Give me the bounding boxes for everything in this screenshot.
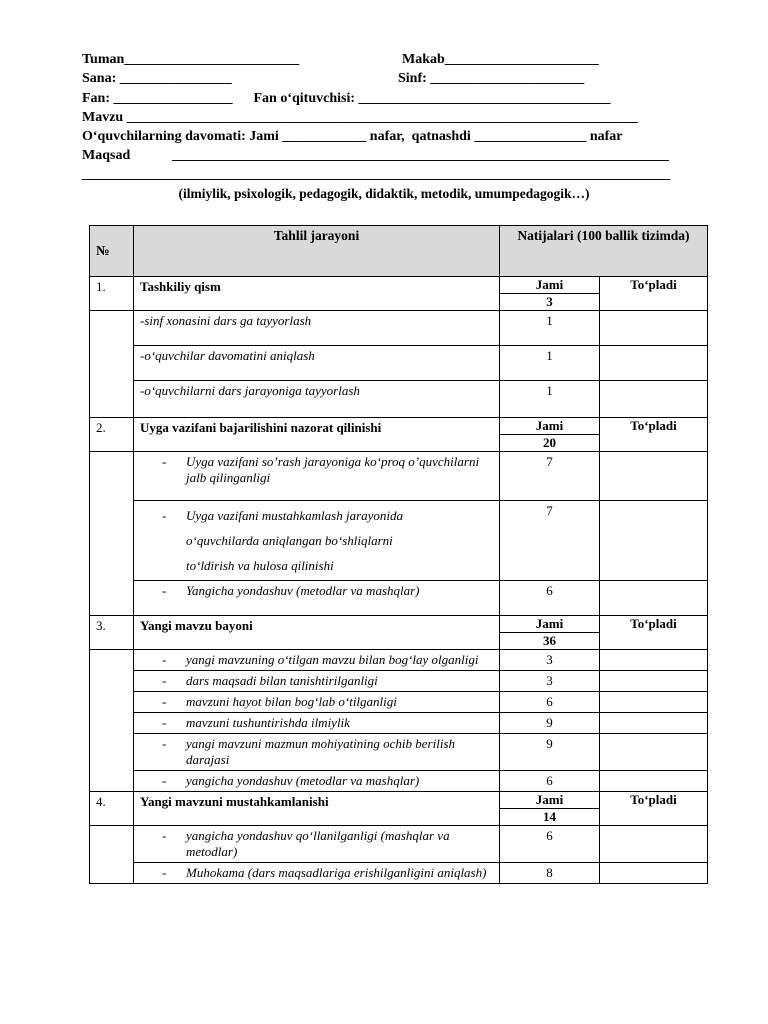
item-score: 3	[500, 671, 600, 692]
scored-input[interactable]	[600, 671, 708, 692]
scored-input[interactable]	[600, 650, 708, 671]
item-score: 1	[500, 381, 600, 418]
topic-field[interactable]: Mavzu _________________________________________________________________________	[82, 110, 638, 125]
item-text: - yangicha yondashuv qo‘llanilganligi (mashqlar va metodlar)	[134, 826, 500, 863]
table-header-row	[90, 226, 708, 277]
item-text: - mavzuni hayot bilan bog‘lab o‘tilganligi	[134, 692, 500, 713]
column-number-header: №	[90, 226, 134, 277]
total-label: Jami	[500, 616, 600, 633]
item-text: -o‘quvchilar davomatini aniqlash	[134, 346, 500, 381]
table-row	[90, 311, 708, 346]
section-title: Tashkiliy qism	[134, 277, 500, 311]
item-text: - mavzuni tushuntirishda ilmiylik	[134, 713, 500, 734]
column-process-header: Tahlil jarayoni	[134, 226, 500, 277]
item-score: 1	[500, 346, 600, 381]
district-field[interactable]: Tuman_________________________	[82, 52, 300, 67]
goal-field-continued[interactable]: ____________________________________________________________________________________	[82, 167, 670, 182]
table-row	[90, 713, 708, 734]
bullet-dash: -	[162, 508, 167, 523]
bullet-dash: -	[162, 715, 167, 730]
goal-label: Maqsad	[82, 148, 131, 163]
section-title-row	[90, 792, 708, 809]
section-title: Yangi mavzu bayoni	[134, 616, 500, 650]
scored-input[interactable]	[600, 501, 708, 581]
bullet-dash: -	[162, 652, 167, 667]
empty-number-cell	[90, 826, 134, 884]
section-total: 20	[500, 435, 600, 452]
item-score: 7	[500, 452, 600, 501]
scored-input[interactable]	[600, 771, 708, 792]
item-text: -o‘quvchilarni dars jarayoniga tayyorlash	[134, 381, 500, 418]
section-number: 3.	[90, 616, 134, 650]
item-score: 7	[500, 501, 600, 581]
table-row	[90, 671, 708, 692]
section-number: 4.	[90, 792, 134, 826]
item-text: - yangi mavzuni mazmun mohiyatining ochib berilish darajasi	[134, 734, 500, 771]
criteria-note: (ilmiylik, psixologik, pedagogik, didaktik, metodik, umumpedagogik…)	[178, 186, 590, 201]
section-total: 3	[500, 294, 600, 311]
table-row	[90, 863, 708, 884]
total-label: Jami	[500, 792, 600, 809]
scored-input[interactable]	[600, 381, 708, 418]
bullet-dash: -	[162, 694, 167, 709]
table-row	[90, 826, 708, 863]
date-field[interactable]: Sana: ________________	[82, 71, 232, 86]
scored-label: To‘pladi	[600, 418, 708, 452]
table-row	[90, 452, 708, 501]
scored-input[interactable]	[600, 581, 708, 616]
table-row	[90, 381, 708, 418]
item-score: 6	[500, 692, 600, 713]
subject-teacher-field[interactable]: Fan: _________________ Fan o‘qituvchisi: ____________________________________	[82, 91, 611, 106]
table-row	[90, 734, 708, 771]
item-score: 9	[500, 734, 600, 771]
item-score: 3	[500, 650, 600, 671]
scored-label: To‘pladi	[600, 616, 708, 650]
scored-input[interactable]	[600, 863, 708, 884]
item-text: - Yangicha yondashuv (metodlar va mashqlar)	[134, 581, 500, 616]
goal-field[interactable]: _______________________________________________________________________	[172, 148, 669, 163]
item-text: - yangicha yondashuv (metodlar va mashqlar)	[134, 771, 500, 792]
section-title: Yangi mavzuni mustahkamlanishi	[134, 792, 500, 826]
scored-input[interactable]	[600, 311, 708, 346]
scored-input[interactable]	[600, 826, 708, 863]
section-number: 1.	[90, 277, 134, 311]
item-text: - Muhokama (dars maqsadlariga erishilganligini aniqlash)	[134, 863, 500, 884]
item-score: 6	[500, 826, 600, 863]
item-text: -sinf xonasini dars ga tayyorlash	[134, 311, 500, 346]
table-row	[90, 771, 708, 792]
scored-input[interactable]	[600, 452, 708, 501]
section-total: 14	[500, 809, 600, 826]
bullet-dash: -	[162, 454, 167, 469]
section-title-row	[90, 616, 708, 633]
scored-input[interactable]	[600, 692, 708, 713]
item-text: - Uyga vazifani so’rash jarayoniga ko‘proq o’quvchilarni jalb qilinganligi	[134, 452, 500, 501]
attendance-field[interactable]: O‘quvchilarning davomati: Jami ____________ nafar, qatnashdi ________________ nafar	[82, 129, 623, 144]
section-title-row	[90, 418, 708, 435]
empty-number-cell	[90, 650, 134, 792]
bullet-dash: -	[162, 673, 167, 688]
item-score: 1	[500, 311, 600, 346]
school-field[interactable]: Makab______________________	[402, 52, 599, 67]
scored-input[interactable]	[600, 734, 708, 771]
table-row	[90, 581, 708, 616]
empty-number-cell	[90, 311, 134, 418]
bullet-dash: -	[162, 583, 167, 598]
empty-number-cell	[90, 452, 134, 616]
section-number: 2.	[90, 418, 134, 452]
bullet-dash: -	[162, 736, 167, 751]
bullet-dash: -	[162, 773, 167, 788]
bullet-dash: -	[162, 828, 167, 843]
column-results-header: Natijalari (100 ballik tizimda)	[500, 226, 708, 277]
scored-label: To‘pladi	[600, 277, 708, 311]
class-field[interactable]: Sinf: ______________________	[398, 71, 585, 86]
table-row	[90, 650, 708, 671]
bullet-dash: -	[162, 865, 167, 880]
total-label: Jami	[500, 418, 600, 435]
scored-label: To‘pladi	[600, 792, 708, 826]
total-label: Jami	[500, 277, 600, 294]
table-row	[90, 692, 708, 713]
item-text: - dars maqsadi bilan tanishtirilganligi	[134, 671, 500, 692]
table-row	[90, 501, 708, 581]
scored-input[interactable]	[600, 713, 708, 734]
evaluation-table	[89, 225, 708, 884]
table-row	[90, 346, 708, 381]
item-score: 6	[500, 771, 600, 792]
scored-input[interactable]	[600, 346, 708, 381]
item-text: - Uyga vazifani mustahkamlash jarayonida o‘quvchilarda aniqlangan bo‘shliqlarni to‘ldirish va hulosa qilinishi	[134, 501, 500, 581]
item-text: - yangi mavzuning o‘tilgan mavzu bilan bog‘lay olganligi	[134, 650, 500, 671]
section-total: 36	[500, 633, 600, 650]
item-score: 8	[500, 863, 600, 884]
item-score: 6	[500, 581, 600, 616]
item-score: 9	[500, 713, 600, 734]
section-title: Uyga vazifani bajarilishini nazorat qilinishi	[134, 418, 500, 452]
section-title-row	[90, 277, 708, 294]
